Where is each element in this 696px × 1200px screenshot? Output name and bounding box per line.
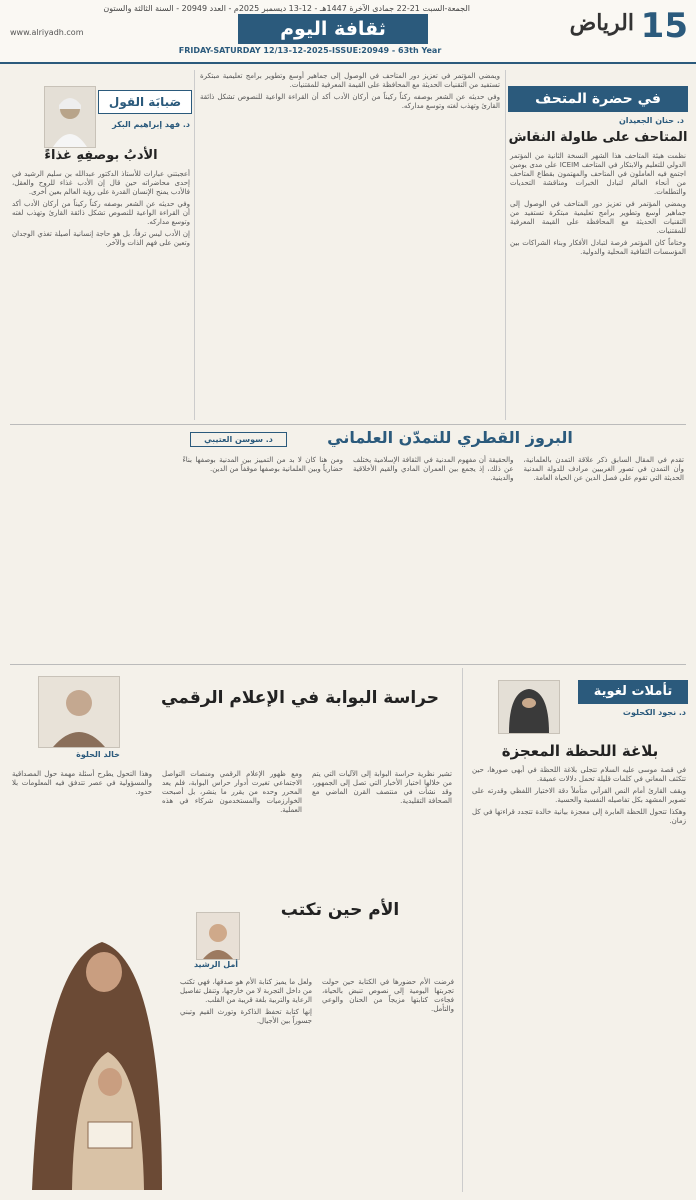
column-divider xyxy=(462,668,463,1192)
paragraph: ومع ظهور الإعلام الرقمي ومنصات التواصل الاجتماعي تغيرت أدوار حراس البوابة، فلم يعد المحرر وحده من يقرر ما ينشر، بل أصبحت الخوارزميات والمستخدمون شركاء في هذه العملية. xyxy=(162,770,302,814)
page-number: 15 xyxy=(640,6,688,46)
author-photo xyxy=(38,676,120,748)
paragraph: ولعل ما يميز كتابة الأم هو صدقها، فهي تكتب من داخل التجربة لا من خارجها، وتنقل تفاصيل الرعاية والتربية بلغة قريبة من القلب. xyxy=(180,978,312,1004)
museum-kicker: في حضرة المتحف xyxy=(508,86,688,112)
paragraph: أعجبتني عبارات للأستاذ الدكتور عبدالله بن سليم الرشيد في إحدى محاضراته حين قال إن الأدب غذاء للروح والعقل، فالأدب يمنح الإنسان القدرة على رؤية العالم بعين أخرى. xyxy=(12,170,190,196)
language-kicker: تأملات لغوية xyxy=(578,680,688,704)
paragraph: ومن هنا كان لا بد من التمييز بين المدنية بوصفها بناءً حضارياً وبين العلمانية بوصفها موقفاً من الدين. xyxy=(182,456,343,473)
column-divider xyxy=(194,70,195,420)
column-divider xyxy=(505,70,506,420)
paragraph: ويمضي المؤتمر في تعزيز دور المتاحف في الوصول إلى جماهير أوسع وتطوير برامج تعليمية مبتكرة تستفيد من التقنيات الحديثة مع المحافظة على القيمة المعرفية للمقتنيات. xyxy=(510,200,686,235)
language-body xyxy=(472,766,686,1190)
mother-child-reading-icon xyxy=(12,902,172,1190)
saying-title: الأدبُ بوصفِهِ غذاءً xyxy=(44,148,158,163)
author-photo xyxy=(44,86,96,148)
section-divider xyxy=(10,424,686,425)
person-silhouette-icon xyxy=(197,913,239,959)
qatari-author: د. سوسن العتيبي xyxy=(190,432,287,447)
page-header xyxy=(0,0,696,64)
middle-columns-text xyxy=(200,72,500,420)
saying-body xyxy=(12,170,190,420)
portal-body xyxy=(12,770,452,900)
person-silhouette-icon xyxy=(499,681,559,733)
section-divider xyxy=(10,664,686,665)
museum-title: المتاحف على طاولة النقاش xyxy=(508,130,688,145)
paragraph: وفي حديثه عن الشعر بوصفه ركناً ركيناً من أركان الأدب أكد أن القراءة الواعية للنصوص تشكل ذائقة القارئ وتهذب لغته وتوسع مداركه. xyxy=(200,93,500,110)
saying-kicker: صَبابَة القول xyxy=(98,90,192,114)
saying-author: د. فهد إبراهيم البكر xyxy=(112,120,190,129)
portal-author: خالد الحلوة xyxy=(76,750,120,759)
paragraph: وهذا التحول يطرح أسئلة مهمة حول المصداقية والمسؤولية في عصر تتدفق فيه المعلومات بلا حدود. xyxy=(12,770,152,796)
person-silhouette-icon xyxy=(45,87,95,147)
museum-author: د. حنان الجعيدان xyxy=(618,116,684,125)
paragraph: والحقيقة أن مفهوم المدنية في الثقافة الإسلامية يختلف عن ذلك، إذ يجمع بين العمران المادي والقيم الأخلاقية والدينية. xyxy=(353,456,514,482)
paragraph: إنها كتابة تحفظ الذاكرة وتورث القيم وتبني جسوراً بين الأجيال. xyxy=(180,1008,312,1025)
author-photo xyxy=(196,912,240,960)
paragraph: إن الأدب ليس ترفاً، بل هو حاجة إنسانية أصيلة تغذي الوجدان وتعين على فهم الذات والآخر. xyxy=(12,230,190,247)
dateline-english: FRIDAY-SATURDAY 12/13-12-2025-ISSUE:20949 - 63th Year xyxy=(178,46,442,55)
mother-author: أمل الرشيد xyxy=(193,960,239,969)
paragraph: فرضت الأم حضورها في الكتابة حين حولت تجربتها اليومية إلى نصوص تنبض بالحياة، فجاءت كتابتها مزيجاً من الحنان والوعي والتأمل. xyxy=(322,978,454,1013)
paragraph: في قصة موسى عليه السلام تتجلى بلاغة اللحظة في أبهى صورها، حين تتكثف المعاني في كلمات قليلة تحمل دلالات عميقة. xyxy=(472,766,686,783)
language-title: بلاغة اللحظة المعجزة xyxy=(501,742,659,760)
paragraph: تقدم في المقال السابق ذكر علاقة التمدن بالعلمانية، وأن التمدن في تصور الغربيين مرادف للدولة المدنية الحديثة التي تقوم على فصل الدين عن الحياة العامة. xyxy=(523,456,684,482)
qatari-title: البروز القطري للتمدّن العلماني xyxy=(327,428,573,447)
language-author: د. نجود الكحلوت xyxy=(622,708,686,717)
portal-title: حراسة البوابة في الإعلام الرقمي xyxy=(161,688,439,708)
mother-illustration xyxy=(12,902,172,1190)
paragraph: نظمت هيئة المتاحف هذا الشهر النسخة الثانية من المؤتمر الدولي للتعليم والابتكار في المتاحف ICEIM على مدى يومين اجتمع فيه العاملون في المتاحف والمهتمون بقطاع المتاحف من أنحاء العالم لتبادل الخبرات ومناقشة التحديات والتطلعات. xyxy=(510,152,686,196)
person-silhouette-icon xyxy=(39,677,119,747)
mother-body xyxy=(180,978,454,1190)
museum-body xyxy=(510,152,686,420)
paragraph: ويقف القارئ أمام النص القرآني متأملاً دقة الاختيار اللفظي وقدرته على تصوير المشهد بكل تفاصيله النفسية والحسية. xyxy=(472,787,686,804)
newspaper-logo: الرياض xyxy=(569,10,634,36)
paragraph: وهكذا تتحول اللحظة العابرة إلى معجزة بيانية خالدة تتجدد قراءتها في كل زمان. xyxy=(472,808,686,825)
paragraph: ويمضي المؤتمر في تعزيز دور المتاحف في الوصول إلى جماهير أوسع وتطوير برامج تعليمية مبتكرة تستفيد من التقنيات الحديثة مع المحافظة على القيمة المعرفية للمقتنيات. xyxy=(200,72,500,89)
website-link[interactable]: www.alriyadh.com xyxy=(10,28,84,37)
qatari-body xyxy=(12,456,684,656)
mother-title: الأم حين تكتب xyxy=(280,900,400,920)
dateline-arabic: الجمعة-السبت 21-22 جمادى الآخرة 1447هـ - 12-13 ديسمبر 2025م - العدد 20949 - السنة الثالثة والستون xyxy=(103,4,470,13)
paragraph: تشير نظرية حراسة البوابة إلى الآليات التي يتم من خلالها اختيار الأخبار التي تصل إلى الجمهور، وقد نشأت في منتصف القرن الماضي مع الصحافة التقليدية. xyxy=(312,770,452,805)
section-title: ثقافة اليوم xyxy=(238,14,428,44)
author-photo xyxy=(498,680,560,734)
paragraph: وختاماً كان المؤتمر فرصة لتبادل الأفكار وبناء الشراكات بين المؤسسات الثقافية المحلية والدولية. xyxy=(510,239,686,256)
paragraph: وفي حديثه عن الشعر بوصفه ركناً ركيناً من أركان الأدب أكد أن القراءة الواعية للنصوص تشكل ذائقة القارئ وتهذب لغته وتوسع مداركه. xyxy=(12,200,190,226)
